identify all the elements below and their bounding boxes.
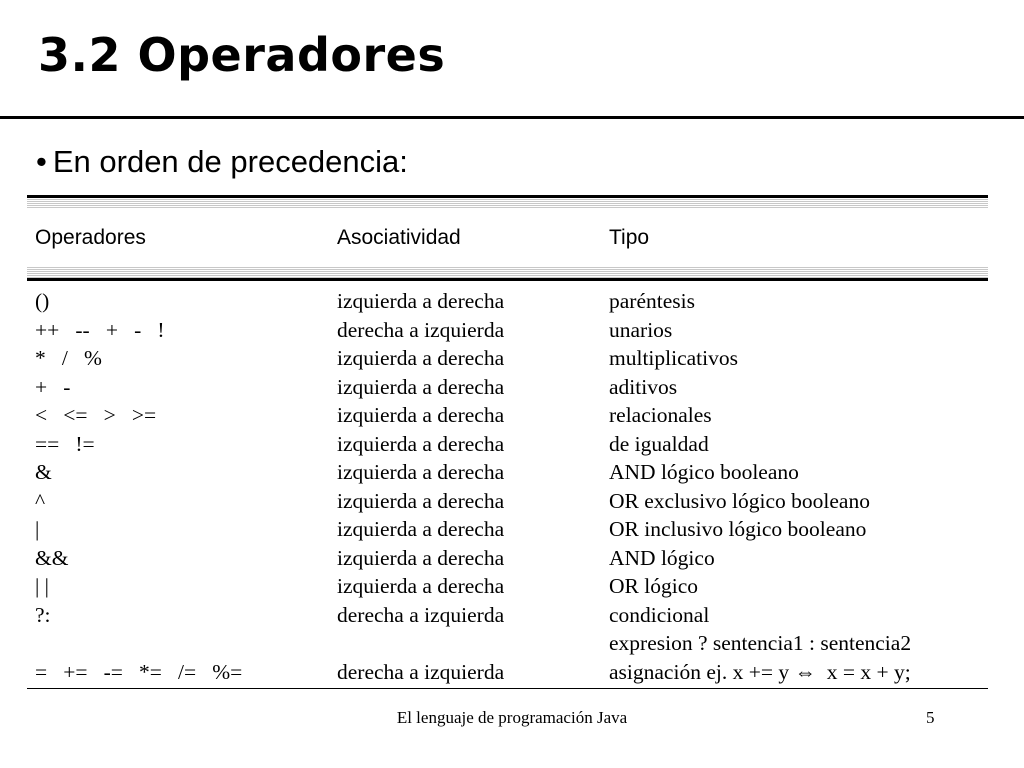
row-type: relacionales [609,403,712,427]
slide-title: 3.2 Operadores [38,28,446,82]
table-row [27,487,988,516]
table-row [27,515,988,544]
row-associativity: izquierda a derecha [337,403,505,427]
row-type: condicional [609,602,710,627]
table-row [27,601,988,630]
table-row [27,544,988,573]
row-type: expresion ? sentencia1 : sentencia2 [609,631,912,655]
row-operators: | [35,517,40,541]
row-associativity: izquierda a derecha [337,545,505,570]
table-row [27,430,988,459]
row-associativity: izquierda a derecha [337,289,505,313]
row-associativity: izquierda a derecha [337,488,505,513]
row-type: aditivos [609,374,678,399]
row-associativity: izquierda a derecha [337,460,505,484]
table-row [27,316,988,345]
row-operators: = += -= *= /= %= [35,659,243,684]
row-associativity: derecha a izquierda [337,317,505,342]
bullet-dot: • [36,144,47,179]
footer-text: El lenguaje de programación Java [396,708,628,727]
table-row [27,401,988,430]
bullet-text: En orden de precedencia: [52,144,408,179]
row-type: AND lógico booleano [609,460,799,484]
row-associativity: derecha a izquierda [337,602,505,627]
row-operators: ?: [35,602,51,627]
row-operators: & [35,460,52,484]
row-associativity [337,629,609,658]
row-operators: * / % [35,346,102,370]
row-operators: + - [35,374,71,399]
row-operators: ++ -- + - ! [35,317,165,342]
row-operators: && [35,545,69,570]
table-body [27,281,988,686]
table-row [27,658,988,687]
row-associativity: izquierda a derecha [337,374,505,399]
row-operators: ^ [35,488,46,513]
row-type: OR exclusivo lógico booleano [609,488,870,513]
row-operators: == != [35,431,95,456]
table-bottom-rule [27,688,988,689]
row-type: unarios [609,317,673,342]
row-type: de igualdad [609,431,709,456]
row-associativity: izquierda a derecha [337,517,505,541]
table-header-row [27,209,988,267]
row-associativity: izquierda a derecha [337,346,505,370]
table-row [27,458,988,487]
row-type: OR inclusivo lógico booleano [609,517,867,541]
operators-table [27,195,988,689]
row-associativity: derecha a izquierda [337,659,505,684]
table-row [27,287,988,316]
row-operators: < <= > >= [35,403,157,427]
row-type: OR lógico [609,574,698,598]
row-operators: | | [35,574,49,598]
row-type: multiplicativos [609,346,738,370]
row-type: AND lógico [609,545,715,570]
row-type: asignación ej. x += y ⇔ x = x + y; [609,659,911,684]
row-associativity: izquierda a derecha [337,574,505,598]
table-row [27,373,988,402]
row-associativity: izquierda a derecha [337,431,505,456]
table-header-rule [27,267,988,281]
bullet-item [36,146,408,177]
row-operators [27,629,337,658]
row-operators: () [35,289,50,313]
row-type: paréntesis [609,289,695,313]
title-divider [0,116,1024,119]
header-operadores: Operadores [35,226,146,249]
header-asociatividad: Asociatividad [337,226,461,249]
table-row [27,629,988,658]
header-tipo: Tipo [609,226,650,249]
table-row [27,572,988,601]
table-row [27,344,988,373]
page-number: 5 [926,708,935,727]
table-top-rule [27,195,988,209]
